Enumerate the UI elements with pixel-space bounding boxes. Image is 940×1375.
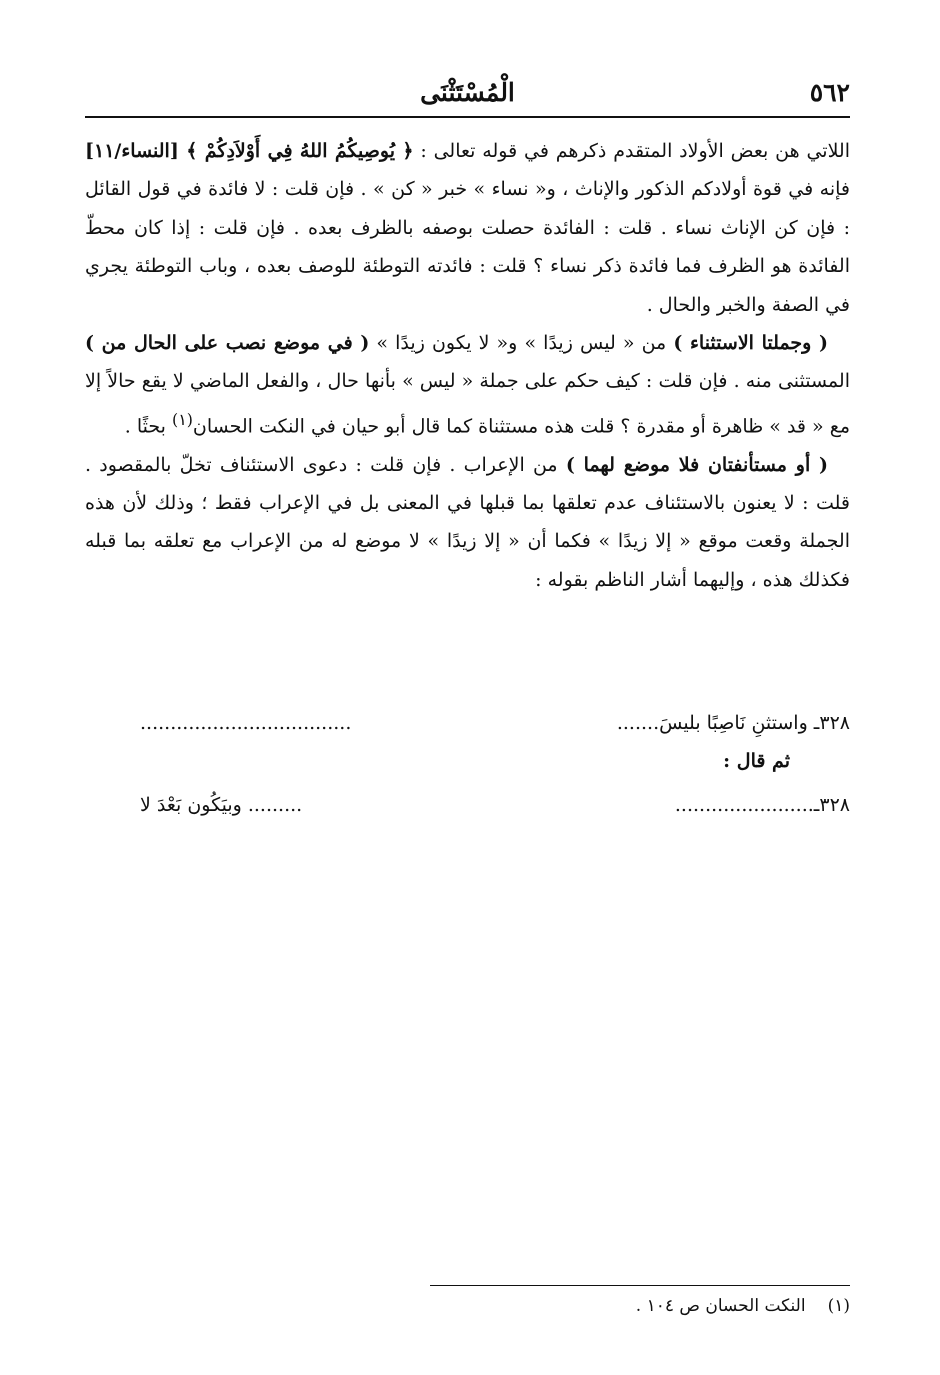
header-rule — [85, 116, 850, 118]
running-title: الْمُسْتَثْنَى — [420, 78, 515, 107]
text-run: بحثًا . — [124, 415, 172, 438]
matn-quote: ( أو مستأنفتان فلا موضع لهما ) — [565, 453, 829, 476]
matn-quote: ( وجملتا الاستثناء ) — [673, 332, 828, 355]
page-header — [85, 78, 850, 112]
footnote-marker[interactable]: (١) — [172, 409, 193, 429]
verse-line — [140, 794, 850, 832]
paragraph-2 — [85, 324, 850, 446]
paragraph-1 — [85, 132, 850, 324]
verse-first-hemistich: ٣٢٨ـ....................... — [674, 794, 850, 816]
footnote — [430, 1296, 850, 1316]
quran-reference: [النساء/١١] — [85, 140, 187, 162]
text-run: من « ليس زيدًا » و« لا يكون زيدًا » — [369, 332, 674, 355]
body-text — [85, 132, 850, 599]
paragraph-3 — [85, 446, 850, 600]
matn-quote: ( في موضع نصب على الحال من ) — [85, 332, 370, 355]
text-run: اللاتي هن بعض الأولاد المتقدم ذكرهم في قوله تعالى : — [413, 140, 850, 162]
verse-second-hemistich: ......... وبيَكُون بَعْدَ لا — [140, 794, 303, 816]
quran-quote: ﴿ يُوصِيكُمُ اللهُ فِي أَوْلاَدِكُمْ ﴾ — [186, 140, 414, 162]
verse-first-hemistich: ٣٢٨ـ واستثنِ نَاصِبًا بليسَ....... — [616, 712, 850, 734]
verse-line — [140, 712, 850, 750]
page-number: ٥٦٢ — [809, 78, 850, 107]
verse-block — [140, 712, 850, 832]
text-run: المستثنى منه . فإن قلت : كيف حكم على جملة « ليس » بأنها حال ، والفعل الماضي لا يقع حالاً إلا مع « قد » ظاهرة أو مقدرة ؟ قلت هذه مستثناة كما قال أبو حيان في النكت الحسان — [85, 370, 850, 438]
footnote-rule — [430, 1285, 850, 1286]
footnote-text: النكت الحسان ص ١٠٤ . — [635, 1296, 806, 1316]
verse-second-hemistich: ................................... — [140, 712, 352, 734]
footnote-number: (١) — [827, 1296, 850, 1316]
text-run: فإنه في قوة أولادكم الذكور والإناث ، و« نساء » خبر « كن » . فإن قلت : لا فائدة في قول القائل : فإن كن الإناث نساء . قلت : الفائدة حصلت بوصفه بالظرف بعده . فإن قلت : إذا كان محطّ الفائدة هو الظرف فما فائدة ذكر نساء ؟ قلت : فائدته التوطئة للوصف بعده ، وباب التوطئة يجري في الصفة والخبر والحال . — [85, 178, 850, 316]
verse-intro: ثم قال : — [723, 750, 790, 772]
text-run: من الإعراب . فإن قلت : دعوى الاستئناف تخلّ بالمقصود . قلت : لا يعنون بالاستئناف عدم تعلقها بما قبلها في المعنى بل في الإعراب فقط ؛ وذلك لأن هذه الجملة وقعت موقع « إلا زيدًا » فكما أن « إلا زيدًا » لا موضع له من الإعراب مع تعلقه بما قبله فكذلك هذه ، وإليهما أشار الناظم بقوله : — [85, 453, 850, 591]
